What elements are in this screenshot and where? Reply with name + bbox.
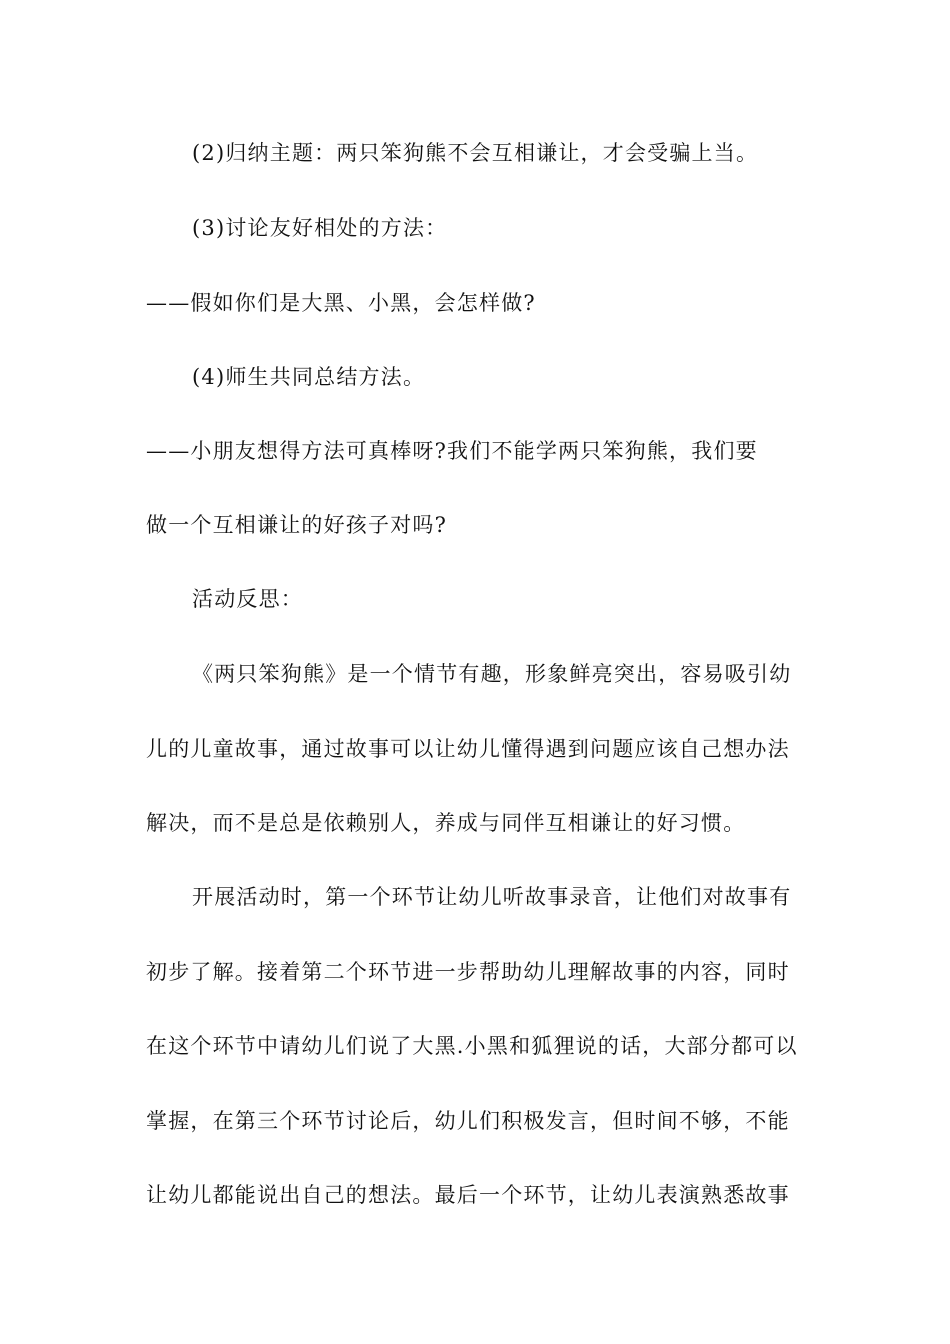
- text-line: 让幼儿都能说出自己的想法。最后一个环节，让幼儿表演熟悉故事: [146, 1183, 790, 1207]
- text-line: 开展活动时，第一个环节让幼儿听故事录音，让他们对故事有: [192, 885, 792, 909]
- text-line: (4)师生共同总结方法。: [192, 365, 426, 389]
- text-line: (2)归纳主题：两只笨狗熊不会互相谦让，才会受骗上当。: [192, 141, 759, 165]
- text-line: (3)讨论友好相处的方法：: [192, 216, 448, 240]
- text-line: 初步了解。接着第二个环节进一步帮助幼儿理解故事的内容，同时: [146, 960, 790, 984]
- text-line: 在这个环节中请幼儿们说了大黑.小黑和狐狸说的话，大部分都可以: [146, 1034, 798, 1058]
- text-line: 儿的儿童故事，通过故事可以让幼儿懂得遇到问题应该自己想办法: [146, 737, 790, 761]
- text-line: 做一个互相谦让的好孩子对吗?: [146, 513, 448, 537]
- text-line: 《两只笨狗熊》是一个情节有趣，形象鲜亮突出，容易吸引幼: [192, 662, 792, 686]
- text-line: 掌握，在第三个环节讨论后，幼儿们积极发言，但时间不够，不能: [146, 1109, 790, 1133]
- text-line: ——假如你们是大黑、小黑，会怎样做?: [146, 291, 536, 315]
- text-line: 活动反思：: [192, 587, 303, 611]
- text-line: 解决，而不是总是依赖别人，养成与同伴互相谦让的好习惯。: [146, 811, 746, 835]
- text-line: ——小朋友想得方法可真棒呀?我们不能学两只笨狗熊，我们要: [146, 439, 758, 463]
